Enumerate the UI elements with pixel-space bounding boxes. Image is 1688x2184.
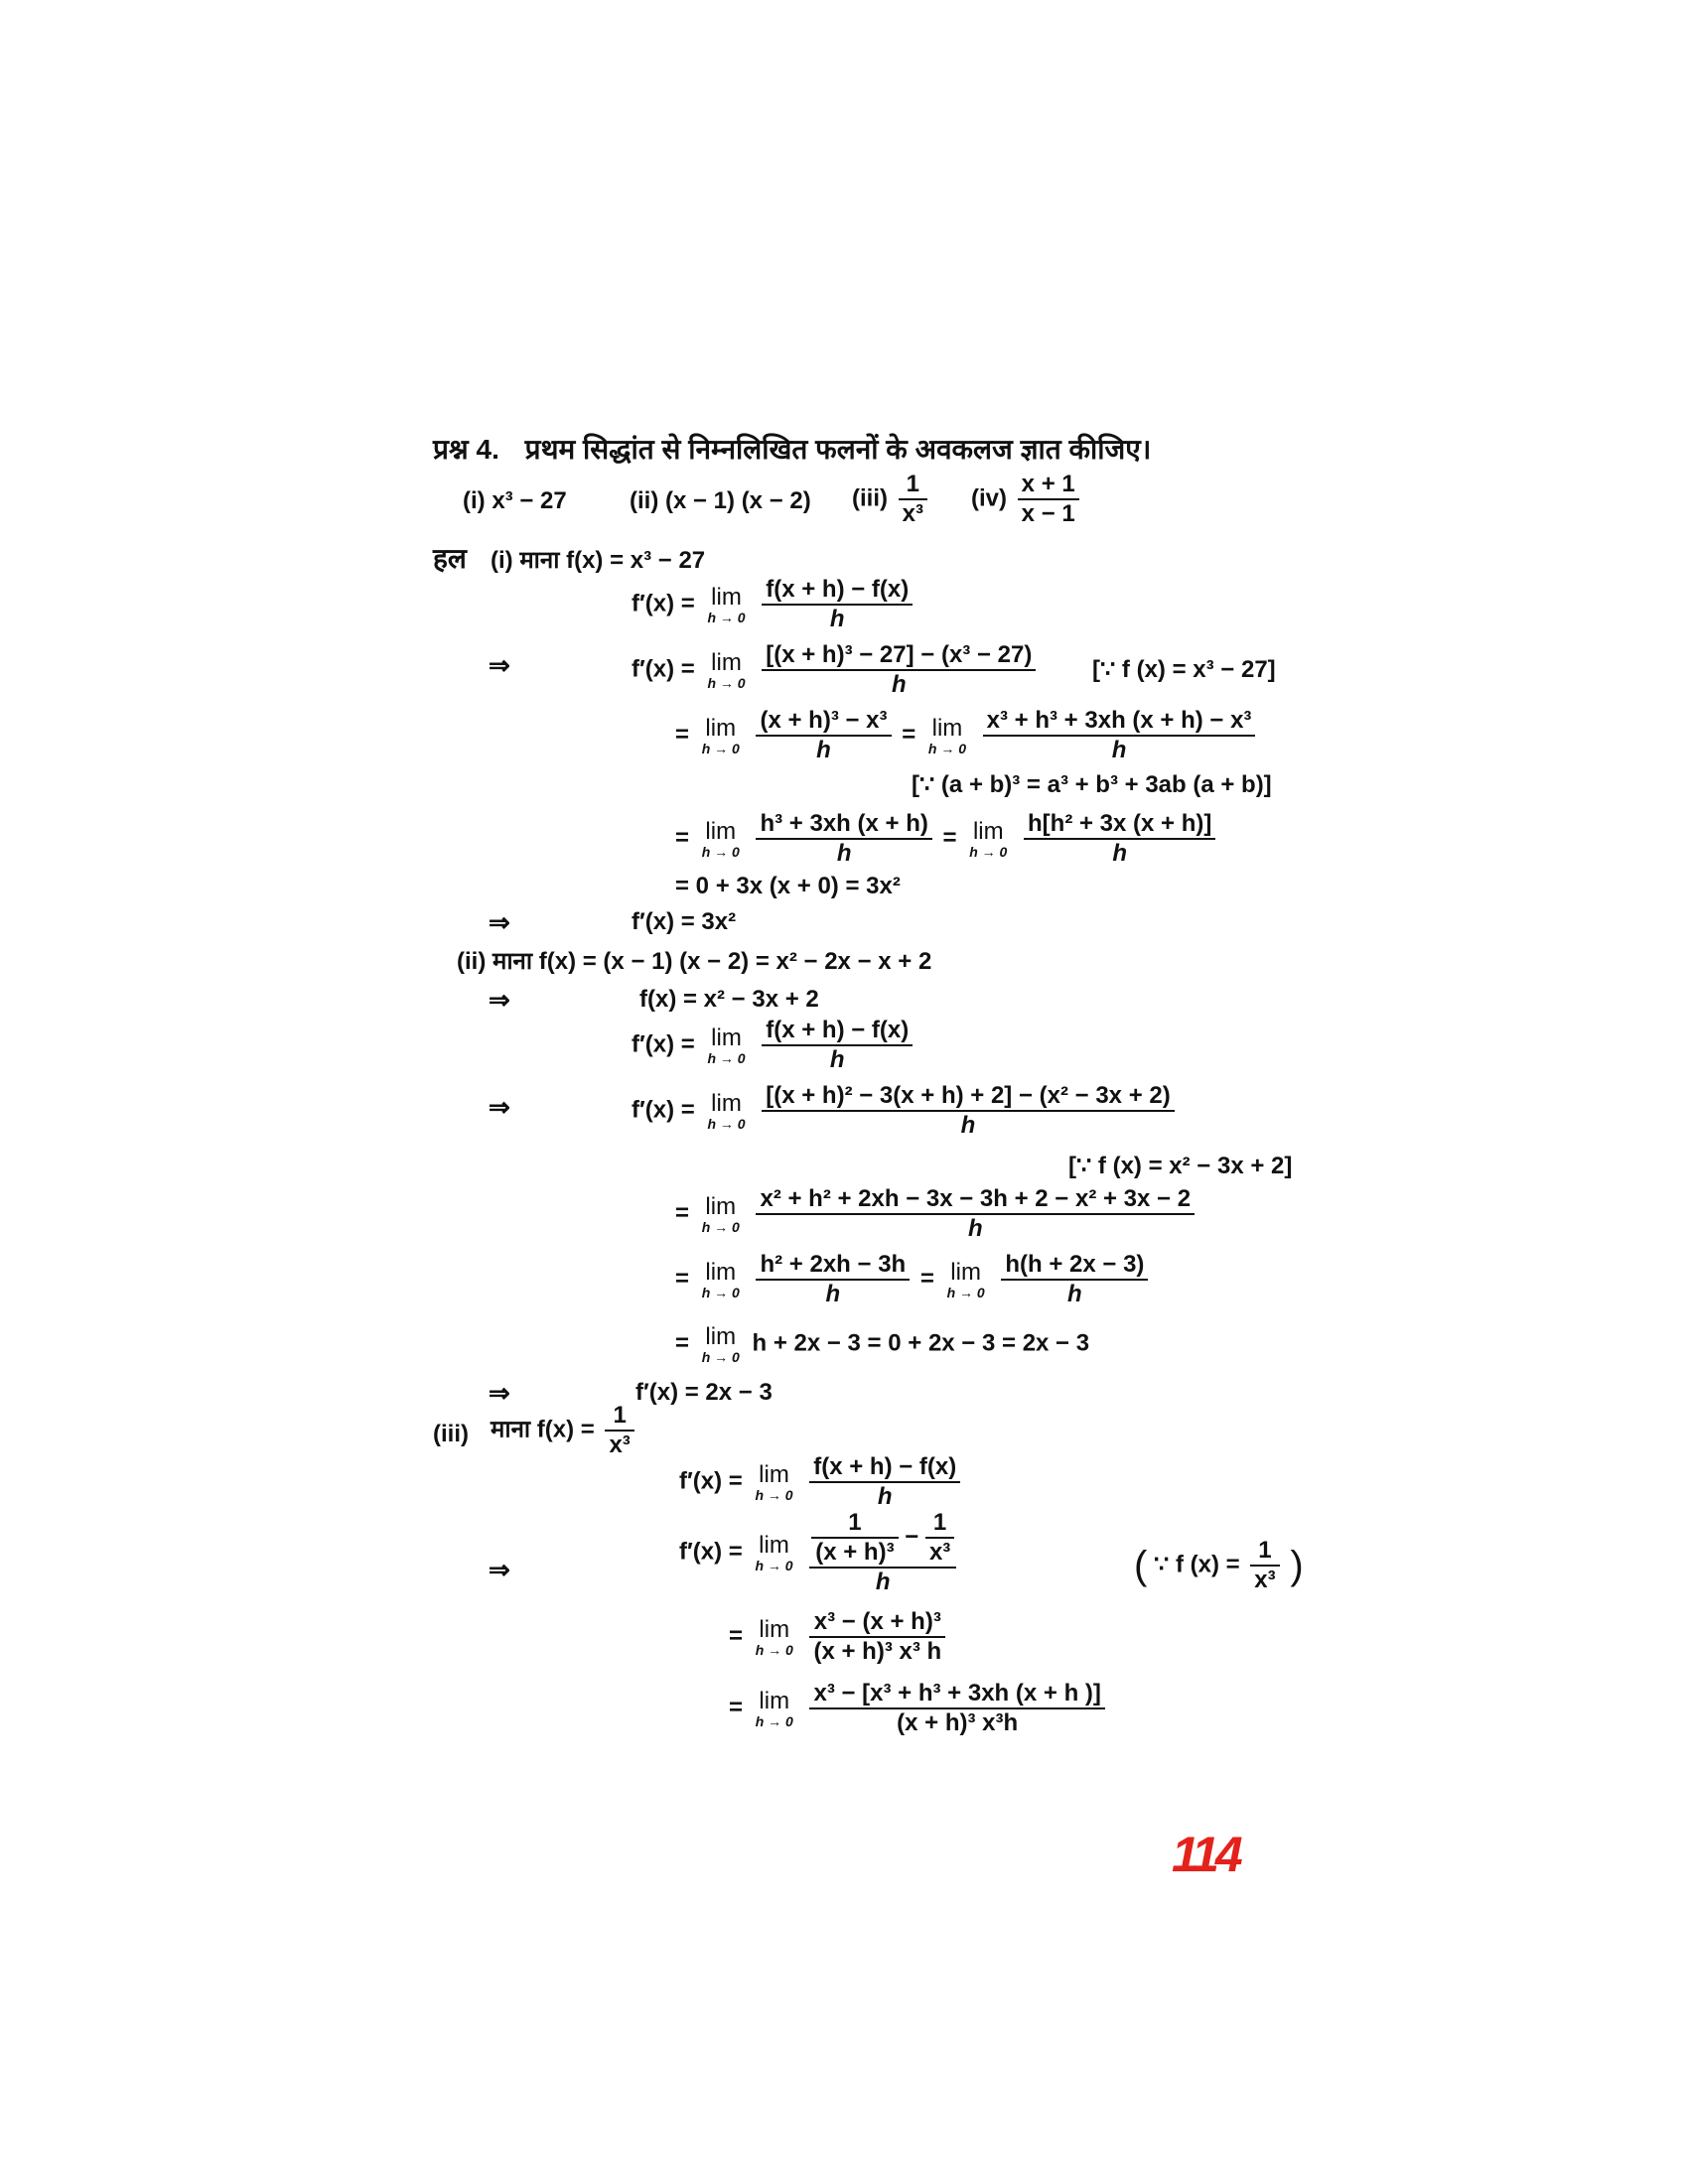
option-iii: (iii) $\frac{1}{\text{x³}}$ xyxy=(852,471,931,528)
part-i-intro: (i) माना f(x) = x³ − 27 xyxy=(491,547,706,574)
identity-note: [∵ (a + b)³ = a³ + b³ + 3ab (a + b)] xyxy=(912,771,1272,798)
part-ii-step2-note: [∵ f (x) = x² − 3x + 2] xyxy=(1068,1153,1293,1179)
part-iii-step3: = lim h → 0 $\frac{\text{x³ − (x + h)³}}{\text{(x + h)³ x³ h}}$ xyxy=(729,1608,949,1666)
part-ii-step1: f′(x) = lim h → 0 $\frac{f(x + h) - f(x)}{h}$ xyxy=(632,1017,916,1074)
question-text: प्रथम सिद्धांत से निम्नलिखित फलनों के अवकलज ज्ञात कीजिए। xyxy=(524,434,1152,465)
part-i-step2: f′(x) = lim h → 0 $\frac{\text{[(x + h)³ − 27] − (x³ − 27)}}{h}$ xyxy=(632,641,1040,699)
implies-arrow: ⇒ xyxy=(489,985,510,1015)
implies-arrow: ⇒ xyxy=(489,650,510,680)
part-i-step5: = 0 + 3x (x + 0) = 3x² xyxy=(675,873,901,899)
page-number: 114 xyxy=(1172,1827,1239,1882)
part-iii-step4: = lim h → 0 $\frac{\text{x³ − [x³ + h³ + 3xh (x + h )]}}{\text{(x + h)³ x³h}}$ xyxy=(729,1680,1109,1737)
implies-arrow: ⇒ xyxy=(489,1092,510,1122)
implies-arrow: ⇒ xyxy=(489,1378,510,1408)
part-ii-step2: f′(x) = lim h → 0 $\frac{\text{[(x + h)² − 3(x + h) + 2] − (x² − 3x + 2)}}{h}$ xyxy=(632,1082,1179,1140)
part-i-step3: = lim h → 0 $\frac{\text{(x + h)³ − x³}}{h}$ = lim h → 0 $\frac{\text{x³ + h³ + 3xh (x + h) − x³}}{h}$ xyxy=(675,707,1259,764)
part-ii-simplified: f(x) = x² − 3x + 2 xyxy=(639,986,819,1013)
question-label: प्रश्न 4. xyxy=(433,434,499,465)
part-i-result: f′(x) = 3x² xyxy=(632,908,737,935)
part-i-step1: f′(x) = lim h → 0 $\frac{f(x + h) - f(x)}{h}$ xyxy=(632,576,916,633)
part-ii-result: f′(x) = 2x − 3 xyxy=(635,1379,773,1406)
solution-label: हल xyxy=(433,543,467,574)
part-i-step4: = lim h → 0 $\frac{\text{h³ + 3xh (x + h)}}{h}$ = lim h → 0 $\frac{\text{h[h² + 3x (x + h)]}}{h}$ xyxy=(675,810,1219,868)
part-ii-step3: = lim h → 0 $\frac{\text{x² + h² + 2xh − 3x − 3h + 2 − x² + 3x − 2}}{h}$ xyxy=(675,1185,1198,1243)
implies-arrow: ⇒ xyxy=(489,907,510,937)
part-iii-step1: f′(x) = lim h → 0 $\frac{f(x + h) - f(x)}{h}$ xyxy=(679,1453,964,1511)
part-ii-intro: (ii) माना f(x) = (x − 1) (x − 2) = x² − 2x − x + 2 xyxy=(457,948,932,975)
part-ii-step4: = lim h → 0 $\frac{\text{h² + 2xh − 3h}}{h}$ = lim h → 0 $\frac{h(h + 2x - 3)}{h}$ xyxy=(675,1251,1152,1308)
part-i-step2-note: [∵ f (x) = x³ − 27] xyxy=(1092,656,1276,683)
part-iii-intro: माना f(x) = $\frac{1}{\text{x³}}$ xyxy=(491,1402,638,1459)
implies-arrow: ⇒ xyxy=(489,1555,510,1584)
part-iii-step2: f′(x) = lim h → 0 $\frac{1}{\text{(x + h)³}}$ − $\frac{1}{\text{x³}}$ h xyxy=(679,1509,960,1596)
option-ii: (ii) (x − 1) (x − 2) xyxy=(630,487,811,514)
part-iii-note: ( ∵ f (x) = $\frac{1}{\text{x³}}$ ) xyxy=(1134,1537,1304,1593)
option-iv: (iv) $\frac{x + 1}{x - 1}$ xyxy=(971,471,1083,528)
option-i: (i) x³ − 27 xyxy=(463,487,567,514)
part-ii-step5: = lim h → 0 h + 2x − 3 = 0 + 2x − 3 = 2x − 3 xyxy=(675,1323,1090,1365)
part-iii-label: (iii) xyxy=(433,1421,469,1447)
question-heading xyxy=(433,435,1151,465)
